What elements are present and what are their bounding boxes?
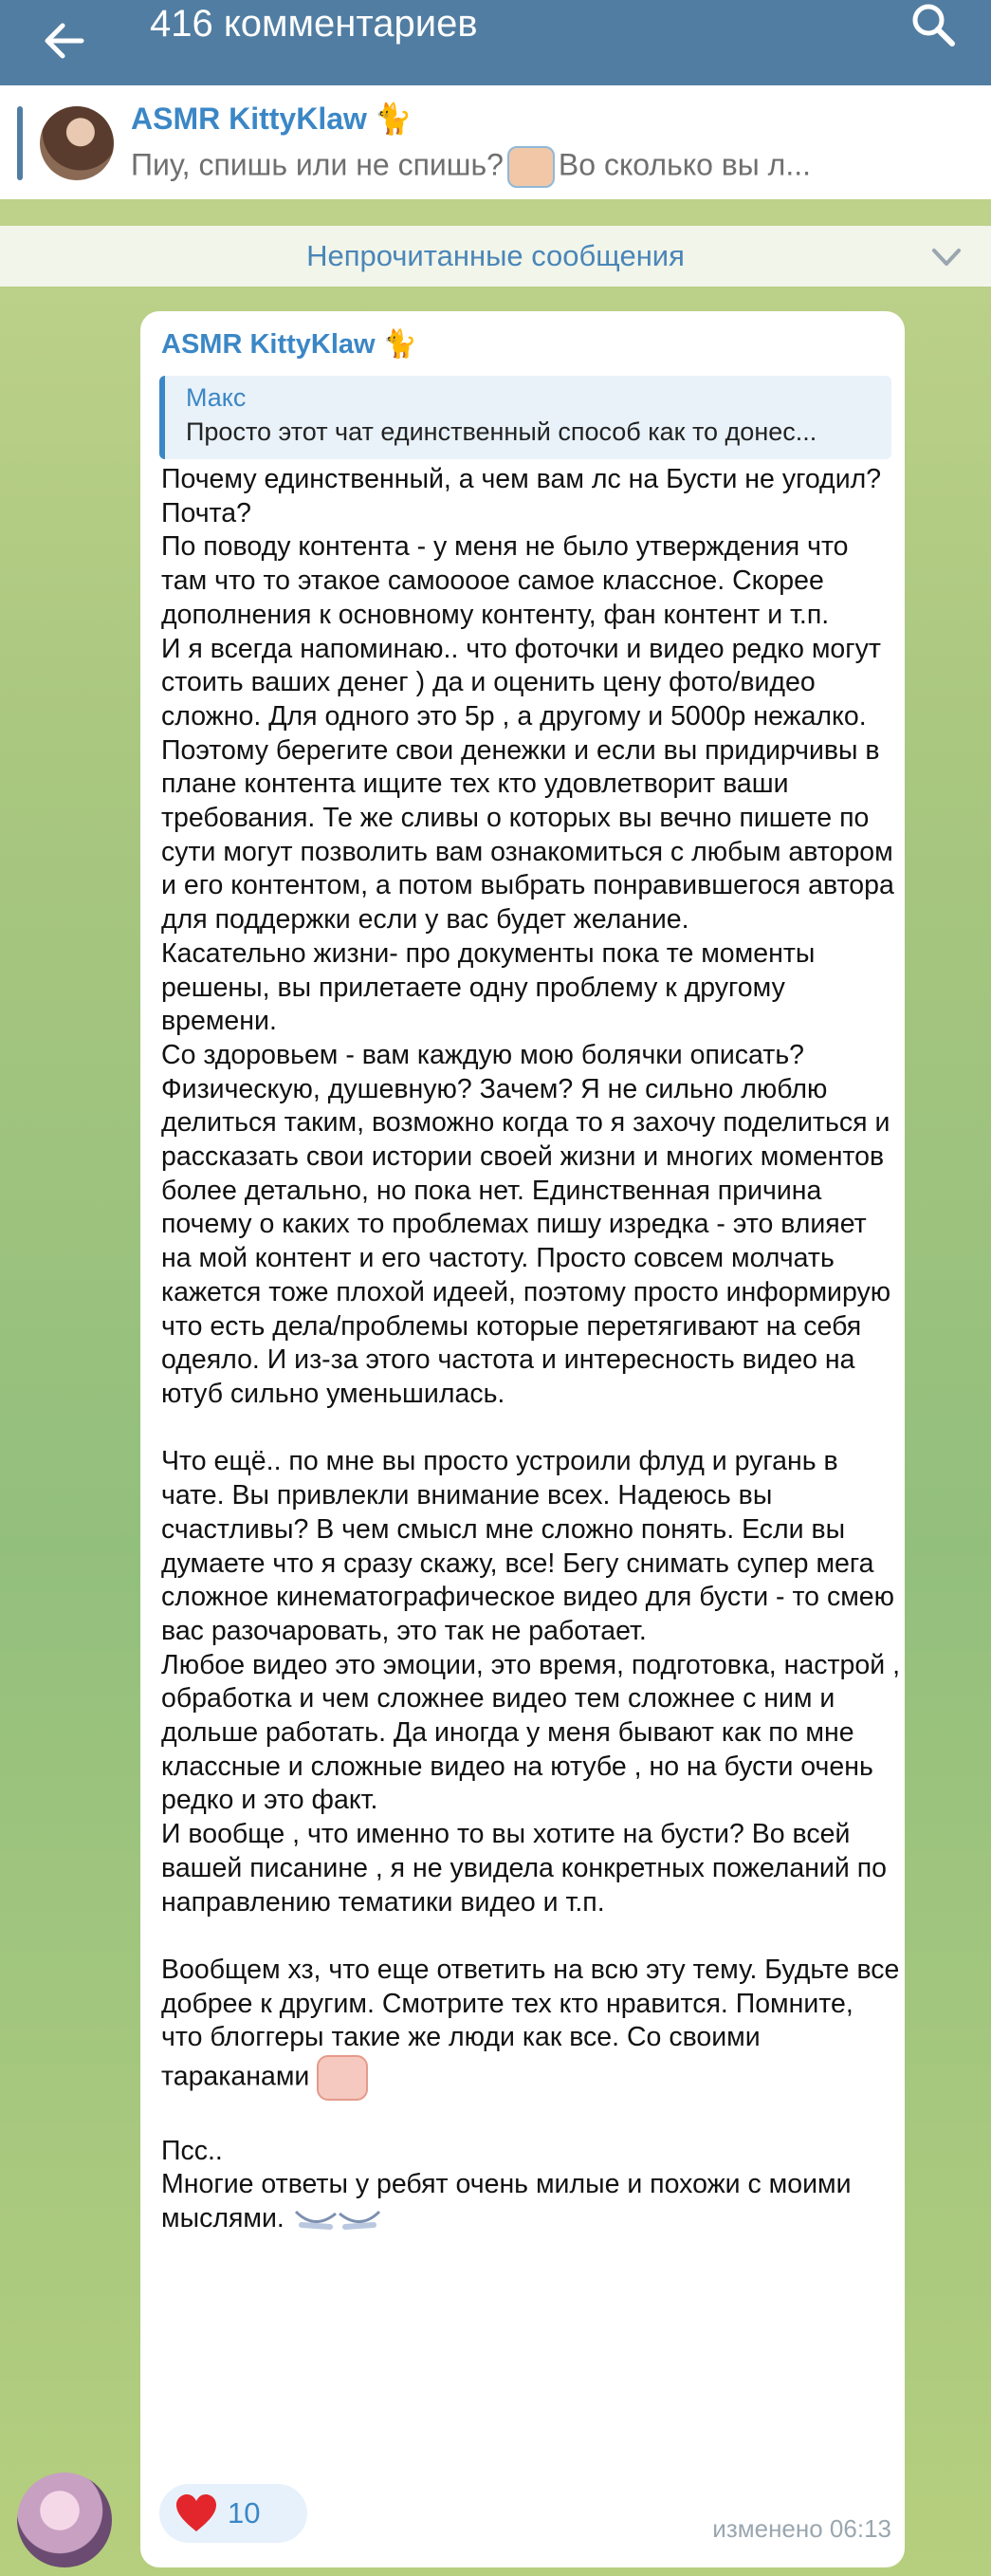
- message-paragraph: Со здоровьем - вам каждую мою болячки описать? Физическую, душевную? Зачем? Я не сильно люблю делиться таким, возможно когда то я захочу поделиться и рассказать свои истории своей жизни и многих моментов более детально, но пока нет. Единственная причина почему о каких то проблемах пишу изредка - это влияет на мой контент и его частоту. Просто совсем молчать кажется тоже плохой идеей, поэтому просто информирую что есть дела/проблемы которые перетягивают на себя одеяло. И из-за этого частота и интересность видео на ютуб сильно уменьшилась.: [161, 1039, 891, 1409]
- message-paragraph: И вообще , что именно то вы хотите на бусти? Во всей вашей писанине , я не увидела конкретных пожеланий по направлению тематики видео и т.п.: [161, 1819, 888, 1918]
- cat-emoji-icon: 🐈: [374, 102, 413, 136]
- pinned-message[interactable]: [0, 85, 991, 199]
- message-paragraph-with-emoji: Вообщем хз, что еще ответить на всю эту тему. Будьте все добрее к другим. Смотрите тех кто нравится. Помните, что блоггеры такие же люди как все. Со своими тараканами: [161, 1954, 901, 2101]
- message-blank-line: [161, 1919, 901, 1954]
- message-paragraph: Касательно жизни- про документы пока те моменты решены, вы прилетаете одну проблему к другому времени.: [161, 937, 816, 1037]
- sticker-emoji-icon: [317, 2055, 368, 2101]
- avatar: [40, 106, 114, 180]
- message-paragraph: Почему единственный, а чем вам лс на Бусти не угодил? Почта?: [161, 464, 882, 528]
- reaction-chip[interactable]: [159, 2484, 307, 2543]
- message-text: [161, 463, 901, 2236]
- message-author[interactable]: ASMR KittyKlaw 🐈: [161, 329, 417, 360]
- sticker-emoji-icon: [507, 146, 555, 188]
- avatar[interactable]: [17, 2473, 112, 2567]
- message-paragraph: И я всегда напоминаю.. что фоточки и видео редко могут стоить ваших денег ) да и оценить цену фото/видео сложно. Для одного это 5р , а другому и 5000р нежалко. Поэтому берегите свои денежки и если вы придирчивы в плане контента ищите тех кто удовлетворит ваши требования. Те же сливы о которых вы вечно пишете по сути могут позволить вам ознакомиться с любым автором и его контентом, а потом выбрать понравившегося автора для поддержки если у вас будет желание.: [161, 633, 894, 936]
- message-bubble[interactable]: [140, 311, 905, 2567]
- cat-emoji-icon: 🐈: [382, 329, 417, 360]
- arrow-left-icon[interactable]: [40, 17, 87, 65]
- message-blank-line: [161, 1412, 901, 1446]
- top-bar: [0, 0, 991, 85]
- unread-label: Непрочитанные сообщения: [306, 239, 685, 272]
- page-title: 416 комментариев: [150, 3, 478, 45]
- reply-quote[interactable]: [159, 376, 891, 459]
- chevron-down-icon[interactable]: [929, 243, 963, 271]
- pinned-accent-bar: [17, 106, 23, 180]
- reply-author: Макс: [186, 383, 247, 412]
- pinned-snippet: Пиу, спишь или не спишь? Во сколько вы л...: [131, 146, 811, 188]
- message-paragraph: По поводу контента - у меня не было утверждения что там что то этакое самоoooе самое классное. Скорее дополнения к основному контенту, фан контент и т.п.: [161, 531, 849, 630]
- reply-text: Просто этот чат единственный способ как то донес...: [186, 417, 817, 446]
- edited-timestamp: изменено 06:13: [712, 2514, 891, 2543]
- message-paragraph: Что ещё.. по мне вы просто устроили флуд и ругань в чате. Вы привлекли внимание всех. Надеюсь вы счастливы? В чем смысл мне сложно понять. Если вы думаете что я сразу скажу, все! Бегу снимать супер мега сложное кинематографическое видео для бусти - то смею вас разочаровать, это так не работает.: [161, 1446, 895, 1646]
- message-paragraph-with-emoji: Многие ответы у ребят очень милые и похожи с моими мыслями.: [161, 2169, 852, 2234]
- search-icon[interactable]: [908, 0, 958, 49]
- eyes-emoji-icon: [292, 2206, 383, 2234]
- reaction-count: 10: [228, 2496, 261, 2530]
- message-paragraph: Псс..: [161, 2135, 223, 2166]
- heart-icon: [174, 2493, 218, 2533]
- message-paragraph: Любое видео это эмоции, это время, подготовка, настрой , обработка и чем сложнее видео тем сложнее с ним и дольше работать. Да иногда у меня бывают как по мне классные и сложные видео на ютубе , но на бусти очень редко и это факт.: [161, 1649, 900, 1816]
- unread-banner[interactable]: [0, 226, 991, 287]
- pinned-author: ASMR KittyKlaw 🐈: [131, 102, 413, 136]
- message-blank-line: [161, 2101, 901, 2135]
